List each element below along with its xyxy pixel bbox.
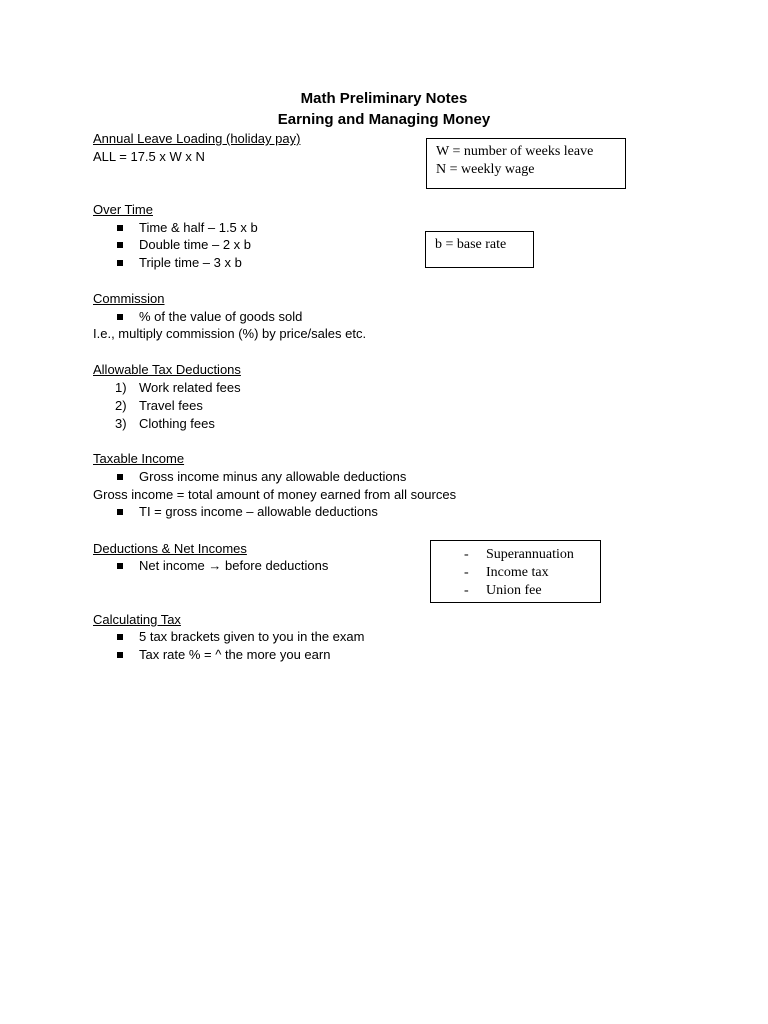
net-income-item (139, 557, 328, 575)
document-title: Math Preliminary Notes (300, 90, 468, 107)
definition-w: W = number of weeks leave (436, 144, 594, 159)
allowable-item: Clothing fees (139, 416, 215, 431)
list-number: 1) (115, 380, 127, 395)
deduction-item: Union fee (486, 583, 542, 598)
document-subtitle: Earning and Managing Money (277, 111, 491, 128)
commission-heading: Commission (93, 291, 165, 306)
annual-leave-definitions-box (426, 138, 626, 189)
bullet-icon (117, 563, 123, 569)
list-number: 2) (115, 398, 127, 413)
taxable-item: Gross income minus any allowable deductions (139, 469, 407, 484)
calculating-tax-item: Tax rate % = ^ the more you earn (139, 647, 331, 662)
bullet-icon (117, 474, 123, 480)
annual-leave-formula: ALL = 17.5 x W x N (93, 149, 205, 164)
allowable-item: Work related fees (139, 380, 241, 395)
dash-marker: - (464, 583, 469, 598)
bullet-icon (117, 260, 123, 266)
bullet-icon (117, 652, 123, 658)
list-number: 3) (115, 416, 127, 431)
calculating-tax-item: 5 tax brackets given to you in the exam (139, 629, 365, 644)
annual-leave-heading: Annual Leave Loading (holiday pay) (93, 131, 301, 146)
definition-n: N = weekly wage (436, 162, 535, 177)
deductions-heading: Deductions & Net Incomes (93, 541, 247, 556)
overtime-item: Double time – 2 x b (139, 237, 252, 252)
bullet-icon (117, 314, 123, 320)
base-rate-definition: b = base rate (435, 237, 507, 252)
net-income-label: Net income (139, 558, 205, 573)
bullet-icon (117, 509, 123, 515)
net-income-detail: before deductions (225, 558, 329, 573)
gross-income-note: Gross income = total amount of money earned from all sources (93, 487, 457, 502)
overtime-item: Triple time – 3 x b (139, 255, 242, 270)
taxable-item: TI = gross income – allowable deductions (139, 504, 378, 519)
dash-marker: - (464, 547, 469, 562)
allowable-heading: Allowable Tax Deductions (93, 362, 241, 377)
base-rate-box (425, 231, 534, 268)
allowable-item: Travel fees (139, 398, 203, 413)
dash-marker: - (464, 565, 469, 580)
calculating-tax-heading: Calculating Tax (93, 612, 181, 627)
bullet-icon (117, 242, 123, 248)
overtime-item: Time & half – 1.5 x b (139, 220, 258, 235)
bullet-icon (117, 634, 123, 640)
overtime-heading: Over Time (93, 202, 153, 217)
arrow-right-icon: → (208, 558, 222, 573)
commission-note: I.e., multiply commission (%) by price/sales etc. (93, 326, 367, 341)
deductions-box (430, 540, 601, 603)
taxable-heading: Taxable Income (93, 451, 185, 466)
commission-item: % of the value of goods sold (139, 309, 303, 324)
deduction-item: Income tax (486, 565, 549, 580)
bullet-icon (117, 225, 123, 231)
deduction-item: Superannuation (486, 547, 574, 562)
